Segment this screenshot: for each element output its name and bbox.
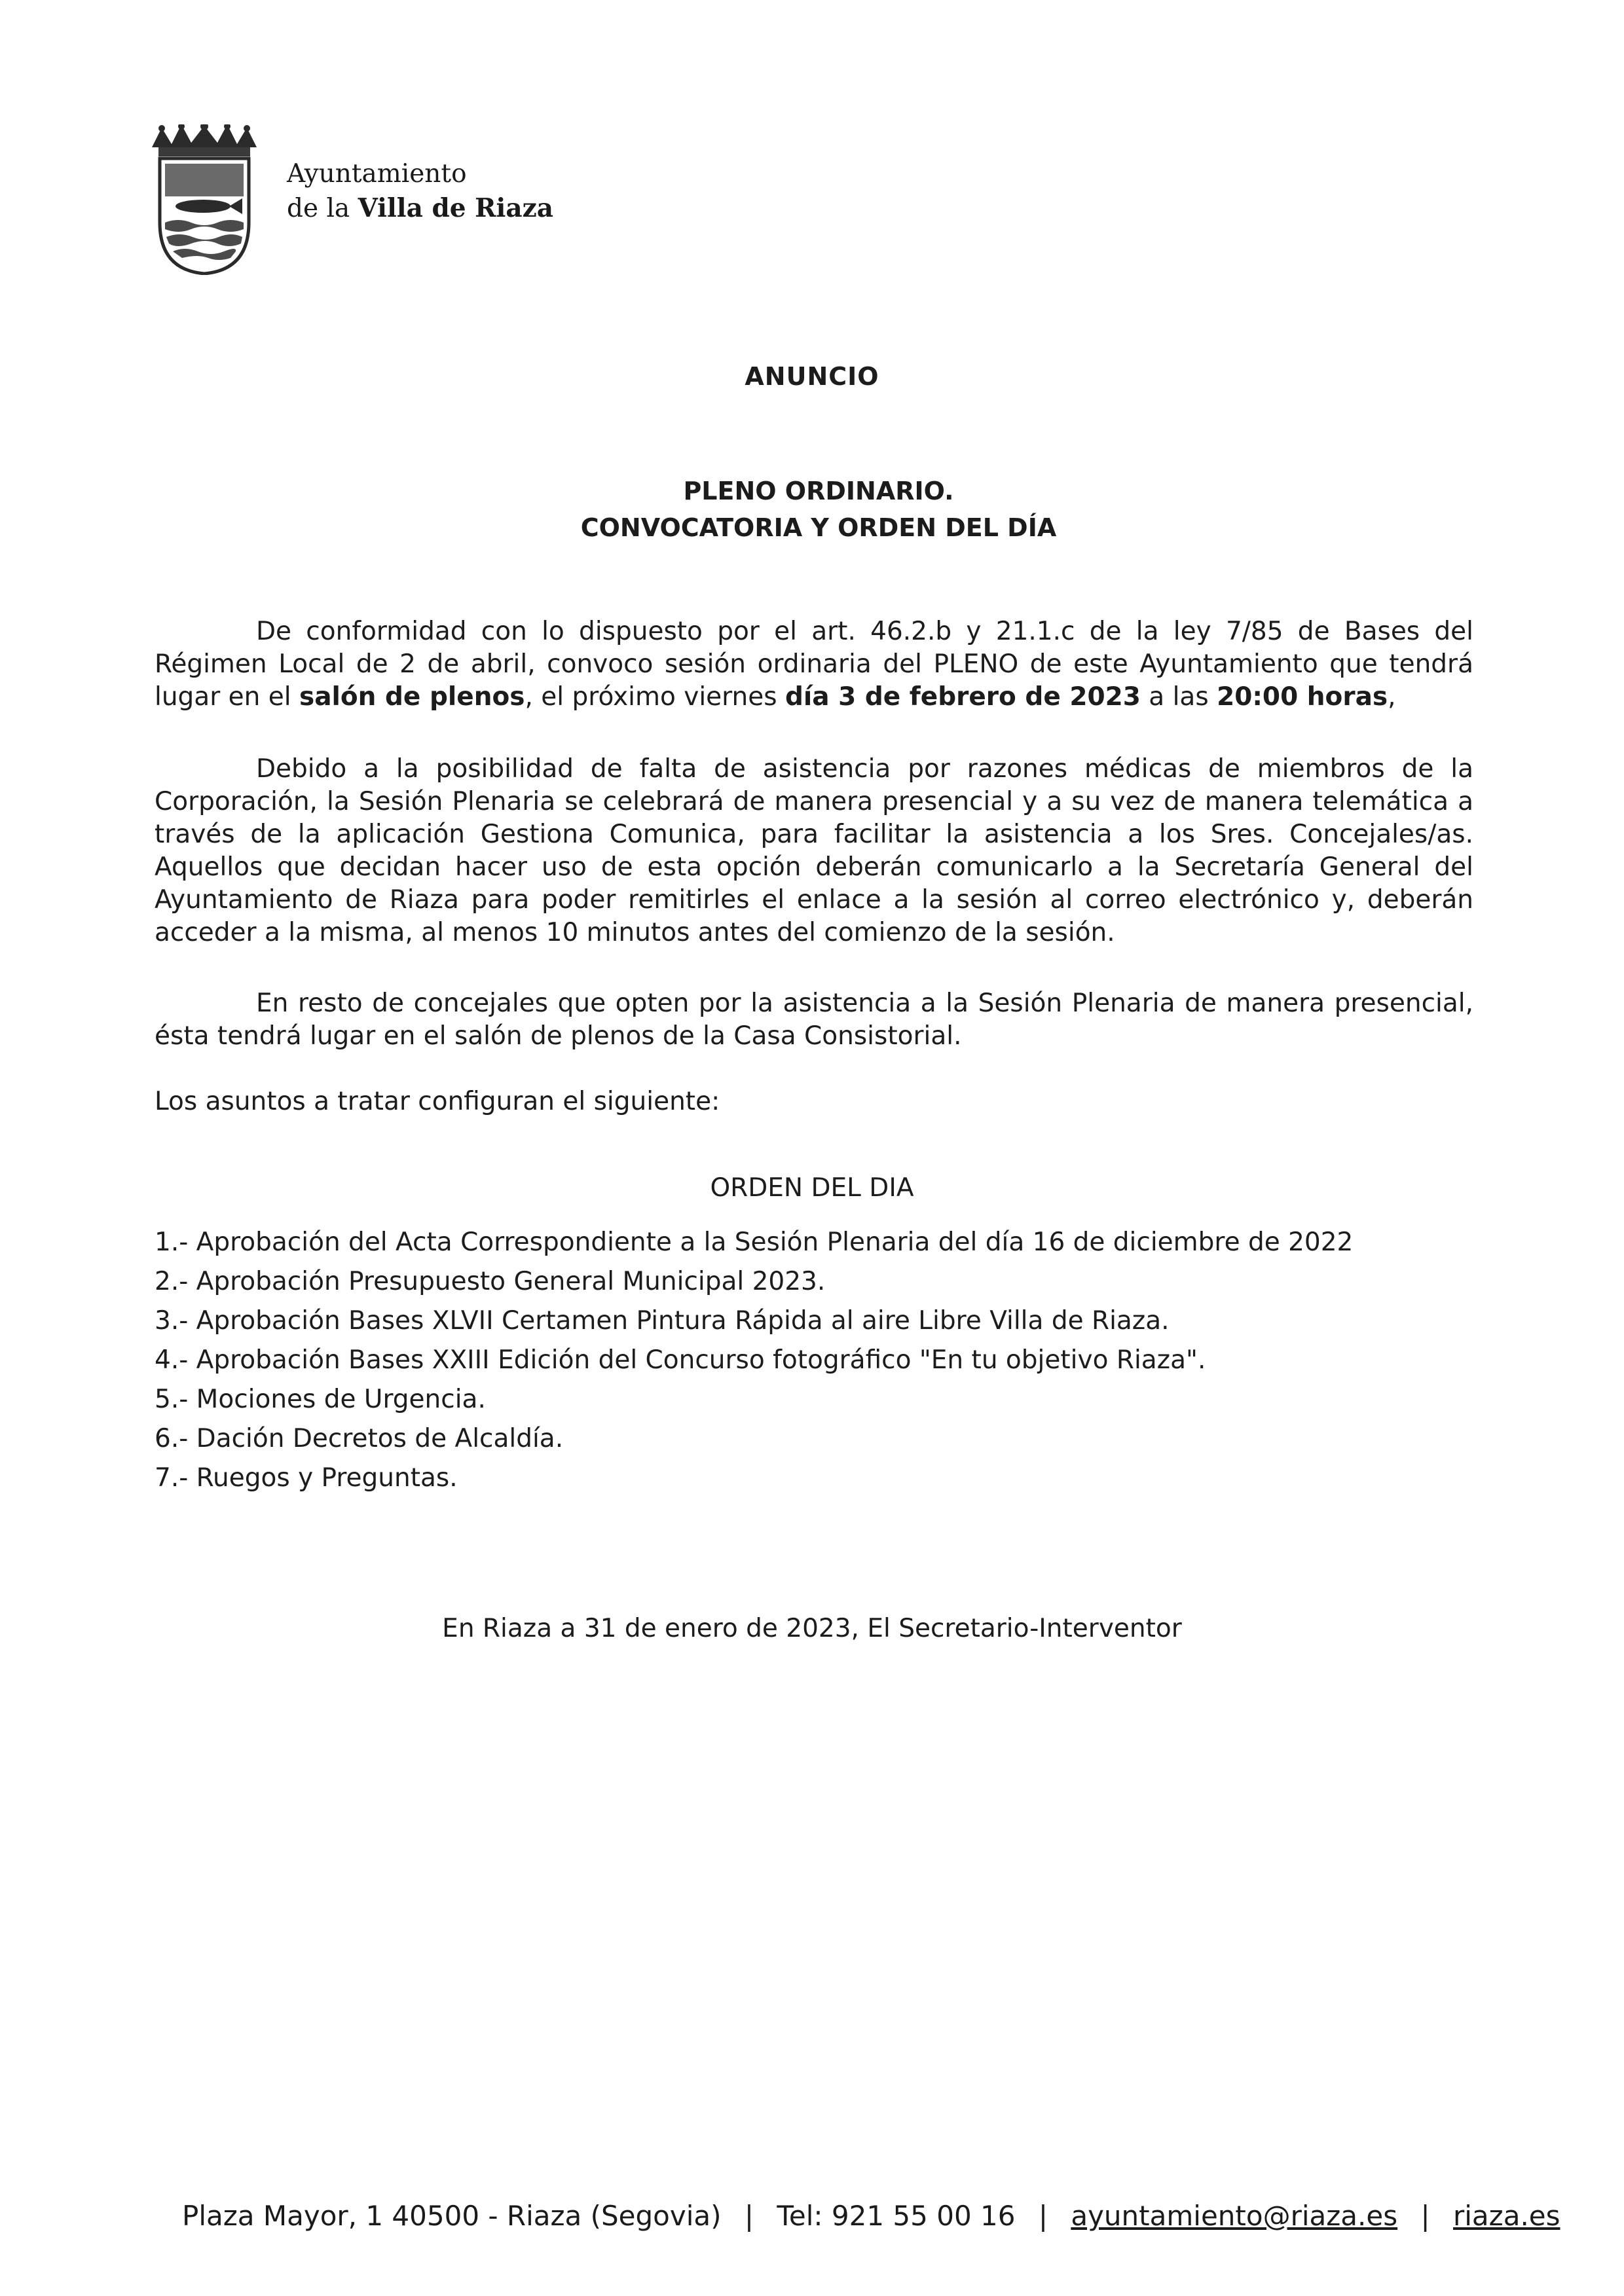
- footer-address: Plaza Mayor, 1 40500 - Riaza (Segovia): [182, 2200, 722, 2232]
- paragraph-telematica: Debido a la posibilidad de falta de asistencia por razones médicas de miembros de la Corporación, la Sesión Plenaria se celebrará de manera presencial y a su vez de manera telemática a través de la aplicación Gestiona Comunica, para facilitar la asistencia a los Sres. Concejales/as. Aquellos que decidan hacer uso de esta opción deberán comunicarlo a la Secretaría General del Ayuntamiento de Riaza para poder remitirles el enlace a la sesión al correo electrónico y, deberán acceder a la misma, al menos 10 minutos antes del comienzo de la sesión.: [155, 754, 1473, 947]
- document-subtitle: [0, 473, 1624, 546]
- list-item: 4.- Aprobación Bases XXIII Edición del Concurso fotográfico "En tu objetivo Riaza".: [155, 1345, 1206, 1375]
- coat-of-arms-icon: [145, 124, 263, 275]
- footer-email-link[interactable]: ayuntamiento@riaza.es: [1071, 2200, 1398, 2232]
- list-item: 2.- Aprobación Presupuesto General Municipal 2023.: [155, 1267, 826, 1296]
- list-item: 3.- Aprobación Bases XLVII Certamen Pintura Rápida al aire Libre Villa de Riaza.: [155, 1306, 1170, 1336]
- subtitle-line-2: CONVOCATORIA Y ORDEN DEL DÍA: [580, 513, 1057, 542]
- paragraph-asuntos: Los asuntos a tratar configuran el siguiente:: [155, 1087, 720, 1116]
- orden-del-dia-title: ORDEN DEL DIA: [710, 1173, 914, 1203]
- p1-text-2: , el próximo viernes: [525, 682, 785, 712]
- org-line-2: [287, 191, 553, 226]
- org-line-1: Ayuntamiento: [287, 159, 467, 189]
- p1-bold-date: día 3 de febrero de 2023: [784, 682, 1141, 712]
- org-line-2-prefix: de la: [287, 194, 350, 223]
- signature-line: En Riaza a 31 de enero de 2023, El Secretario-Interventor: [442, 1614, 1182, 1643]
- footer: [182, 2200, 1560, 2232]
- footer-separator: |: [744, 2200, 754, 2232]
- list-item: 7.- Ruegos y Preguntas.: [155, 1463, 458, 1493]
- p1-text-1: De conformidad con lo dispuesto por el art. 46.2.b y 21.1.c de la ley 7/85 de Bases del Régimen Local de 2 de abril, convoco sesión ordinaria del PLENO de este Ayuntamiento que tendrá lugar en el: [155, 617, 1473, 712]
- footer-web-link[interactable]: riaza.es: [1453, 2200, 1560, 2232]
- footer-separator: |: [1038, 2200, 1048, 2232]
- p1-text-4: ,: [1388, 682, 1396, 712]
- org-line-2-bold: Villa de Riaza: [358, 193, 554, 223]
- paragraph-presencial: En resto de concejales que opten por la asistencia a la Sesión Plenaria de manera presencial, ésta tendrá lugar en el salón de plenos de la Casa Consistorial.: [155, 989, 1473, 1051]
- footer-separator: |: [1420, 2200, 1430, 2232]
- paragraph-convocatoria: [155, 615, 1473, 714]
- organization-name: [287, 157, 553, 226]
- p1-bold-time: 20:00 horas: [1217, 682, 1388, 712]
- list-item: 6.- Dación Decretos de Alcaldía.: [155, 1424, 564, 1453]
- orden-del-dia-list: [155, 1223, 1497, 1498]
- list-item: 1.- Aprobación del Acta Correspondiente a la Sesión Plenaria del día 16 de diciembre de 2022: [155, 1228, 1354, 1257]
- subtitle-line-1: PLENO ORDINARIO.: [683, 477, 954, 505]
- p1-bold-location: salón de plenos: [299, 682, 525, 712]
- p1-text-3: a las: [1140, 682, 1217, 712]
- footer-phone: Tel: 921 55 00 16: [777, 2200, 1016, 2232]
- list-item: 5.- Mociones de Urgencia.: [155, 1385, 486, 1414]
- document-title: ANUNCIO: [745, 362, 879, 391]
